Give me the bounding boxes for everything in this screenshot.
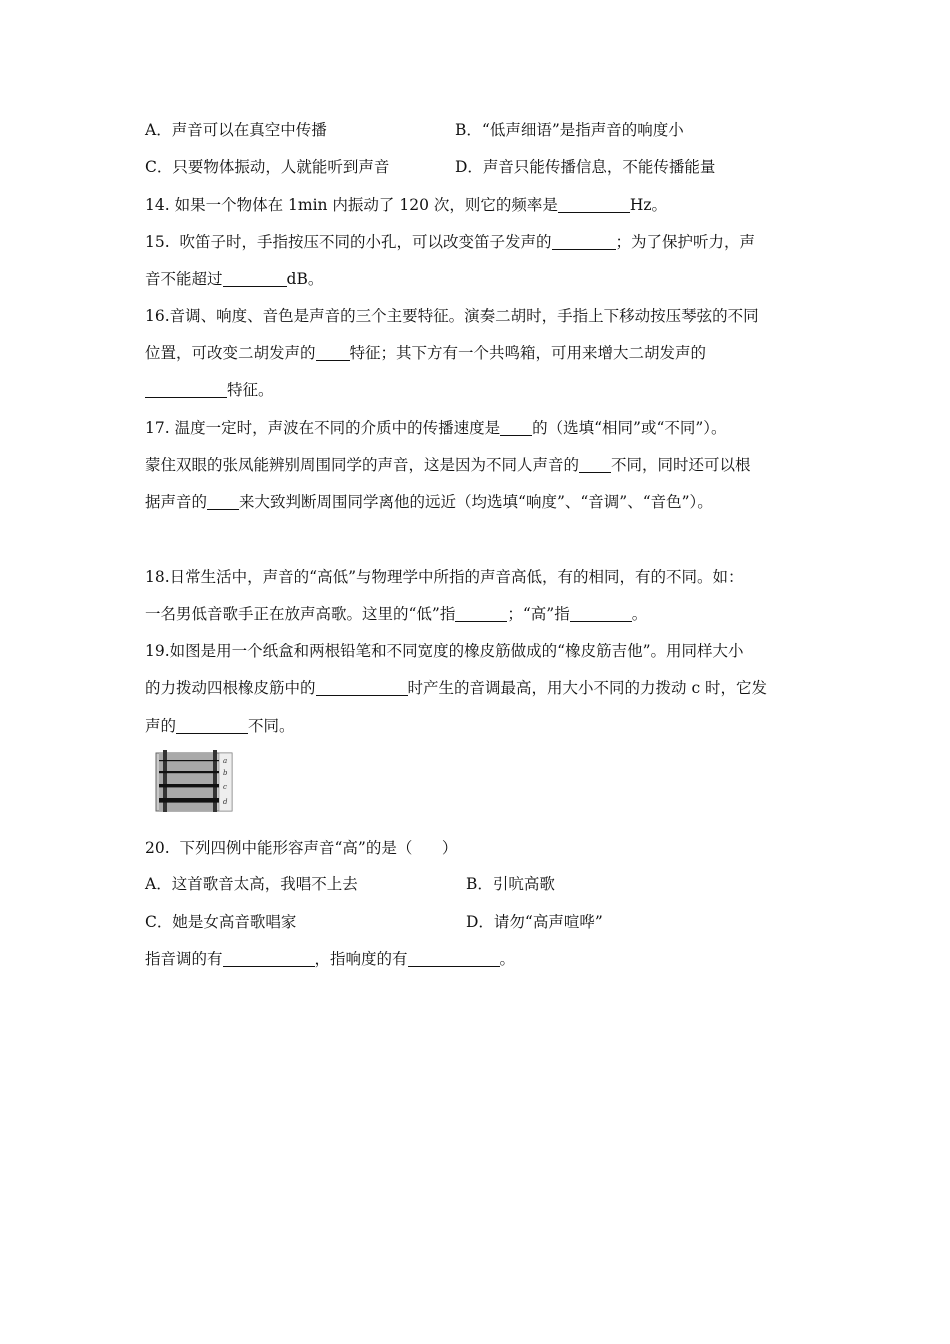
answer-blank[interactable] xyxy=(176,717,248,734)
answer-blank[interactable] xyxy=(570,605,632,622)
answer-blank[interactable] xyxy=(145,381,227,398)
q18-line-1: 18.日常生活中，声音的“高低”与物理学中所指的声音高低，有的相同，有的不同。如： xyxy=(145,568,744,586)
pencil-right xyxy=(213,750,217,812)
answer-blank[interactable] xyxy=(316,344,350,361)
answer-blank[interactable] xyxy=(223,270,287,287)
label-b: b xyxy=(223,769,228,777)
answer-blank[interactable] xyxy=(316,679,408,696)
pencil-left xyxy=(163,750,167,812)
q17-line-2: 蒙住双眼的张凤能辨别周围同学的声音，这是因为不同人声音的 不同，同时还可以根 xyxy=(145,456,751,474)
rubber-band-b xyxy=(159,771,219,773)
q20-option-a: A．这首歌音太高，我唱不上去 xyxy=(145,875,358,893)
q19-line-2: 的力拨动四根橡皮筋中的 时产生的音调最高，用大小不同的力拨动 c 时，它发 xyxy=(145,679,768,697)
q17-line-1: 17. 温度一定时，声波在不同的介质中的传播速度是 的（选填“相同”或“不同”）。 xyxy=(145,419,727,437)
q16-line-1: 16.音调、响度、音色是声音的三个主要特征。演奏二胡时，手指上下移动按压琴弦的不同 xyxy=(145,307,759,325)
q13-option-b: B．“低声细语”是指声音的响度小 xyxy=(455,121,684,139)
q20-answer-line: 指音调的有 ，指响度的有 。 xyxy=(145,950,516,968)
q17-line-3: 据声音的 来大致判断周围同学离他的远近（均选填“响度”、“音调”、“音色”）。 xyxy=(145,493,713,511)
answer-blank[interactable] xyxy=(579,456,611,473)
q19-line-3: 声的 不同。 xyxy=(145,717,295,735)
q13-option-c: C．只要物体振动，人就能听到声音 xyxy=(145,158,390,176)
q20-option-d: D．请勿“高声喧哗” xyxy=(466,913,603,931)
answer-blank[interactable] xyxy=(207,493,239,510)
q18-line-2: 一名男低音歌手正在放声高歌。这里的“低”指 ；“高”指 。 xyxy=(145,605,648,623)
q16-line-3: 特征。 xyxy=(145,380,274,400)
q20-option-c: C．她是女高音歌唱家 xyxy=(145,913,297,931)
answer-blank[interactable] xyxy=(552,233,616,250)
q20-option-b: B．引吭高歌 xyxy=(466,875,555,893)
answer-blank[interactable] xyxy=(223,950,315,967)
answer-blank[interactable] xyxy=(455,605,507,622)
q16-line-2: 位置，可改变二胡发声的 特征；其下方有一个共鸣箱，可用来增大二胡发声的 xyxy=(145,344,707,362)
label-a: a xyxy=(223,757,228,765)
rubber-band-c xyxy=(159,784,219,787)
rubber-band-d xyxy=(159,798,219,803)
q15-line-2: 音不能超过 dB。 xyxy=(145,270,324,288)
q13-option-d: D．声音只能传播信息，不能传播能量 xyxy=(455,158,716,176)
answer-blank[interactable] xyxy=(500,419,532,436)
answer-blank[interactable] xyxy=(408,950,500,967)
answer-blank[interactable] xyxy=(558,196,630,213)
rubber-band-guitar-figure xyxy=(155,750,235,812)
rubber-band-a xyxy=(159,760,219,761)
q20-stem: 20. 下列四例中能形容声音“高”的是（ ） xyxy=(145,839,458,857)
q15-line-1: 15. 吹笛子时，手指按压不同的小孔，可以改变笛子发声的 ；为了保护听力，声 xyxy=(145,233,756,251)
label-c: c xyxy=(223,783,227,791)
q13-option-a: A．声音可以在真空中传播 xyxy=(145,121,327,139)
q14-text: 14. 如果一个物体在 1min 内振动了 120 次，则它的频率是 Hz。 xyxy=(145,196,668,214)
q19-line-1: 19.如图是用一个纸盒和两根铅笔和不同宽度的橡皮筋做成的“橡皮筋吉他”。用同样大小 xyxy=(145,642,744,660)
label-d: d xyxy=(223,798,228,806)
